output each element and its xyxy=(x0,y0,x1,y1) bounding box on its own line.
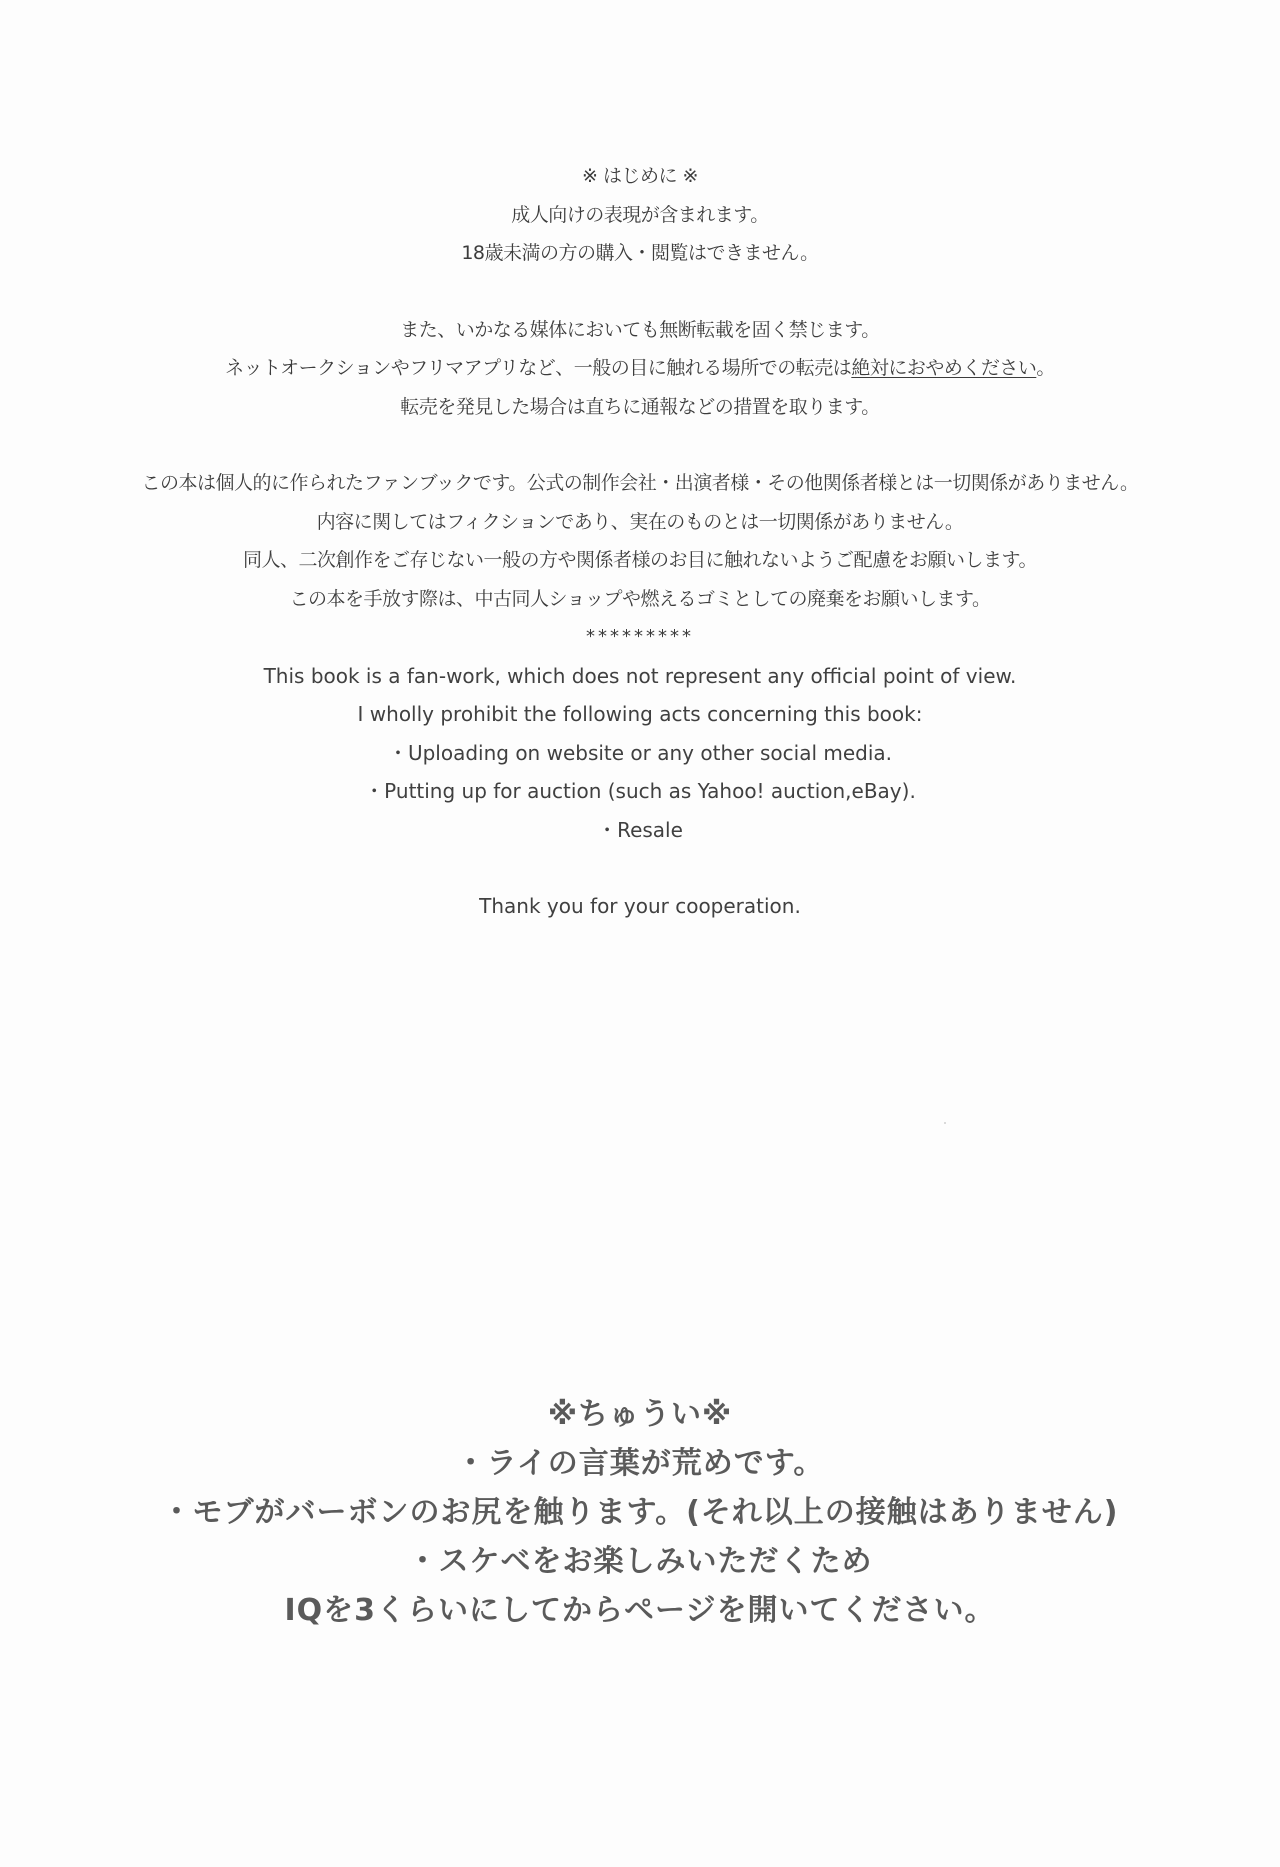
spacer xyxy=(0,849,1280,887)
spacer xyxy=(0,273,1280,311)
caution-line-mob: ・モブがバーボンのお尻を触ります。(それ以上の接触はありません) xyxy=(161,1495,1119,1530)
fanbook-disclaimer-line: この本は個人的に作られたファンブックです。公式の制作会社・出演者様・その他関係者様とは一切関係がありません。 xyxy=(141,472,1139,494)
english-fanwork-line: This book is a fan-work, which does not represent any official point of view. xyxy=(263,663,1017,688)
report-line: 転売を発見した場合は直ちに通報などの措置を取ります。 xyxy=(400,395,880,418)
caution-line-iq: IQを3くらいにしてからページを開いてください。 xyxy=(284,1593,996,1628)
thanks-line: Thank you for your cooperation. xyxy=(479,894,801,918)
english-upload-line: ・Uploading on website or any other social media. xyxy=(387,740,893,765)
notice-heading: ※ はじめに ※ xyxy=(582,165,698,187)
disposal-request-line: この本を手放す際は、中古同人ショップや燃えるゴミとしての廃棄をお願いします。 xyxy=(289,587,991,610)
caution-line-language: ・ライの言葉が荒めです。 xyxy=(455,1446,825,1481)
resale-line-emphasis: 絶対におやめください xyxy=(851,357,1037,379)
paper-speck xyxy=(944,1122,946,1124)
separator: ********* xyxy=(586,626,694,647)
english-resale-line: ・Resale xyxy=(597,817,683,842)
resale-line-start: ネットオークションやフリマアプリなど、一般の目に触れる場所での転売は xyxy=(225,357,852,379)
caution-line-enjoy: ・スケベをお楽しみいただくため xyxy=(407,1544,873,1579)
caution-section xyxy=(0,1390,1280,1635)
adult-content-line: 成人向けの表現が含まれます。 xyxy=(511,203,769,226)
age-restriction-line: 18歳未満の方の購入・閲覧はできません。 xyxy=(461,242,819,264)
caution-heading: ※ちゅうい※ xyxy=(547,1397,733,1432)
repost-prohibition-line: また、いかなる媒体においても無断転載を固く禁じます。 xyxy=(400,318,880,341)
resale-line-end: 。 xyxy=(1036,357,1055,379)
consideration-request-line: 同人、二次創作をご存じない一般の方や関係者様のお目に触れないようご配慮をお願いします。 xyxy=(243,549,1037,571)
resale-prohibition-line xyxy=(0,349,1280,388)
english-auction-line: ・Putting up for auction (such as Yahoo! auction,eBay). xyxy=(364,779,916,803)
spacer xyxy=(0,426,1280,464)
notice-section xyxy=(0,157,1280,926)
english-prohibit-line: I wholly prohibit the following acts concerning this book: xyxy=(357,702,923,726)
fiction-disclaimer-line: 内容に関してはフィクションであり、実在のものとは一切関係がありません。 xyxy=(316,510,964,533)
